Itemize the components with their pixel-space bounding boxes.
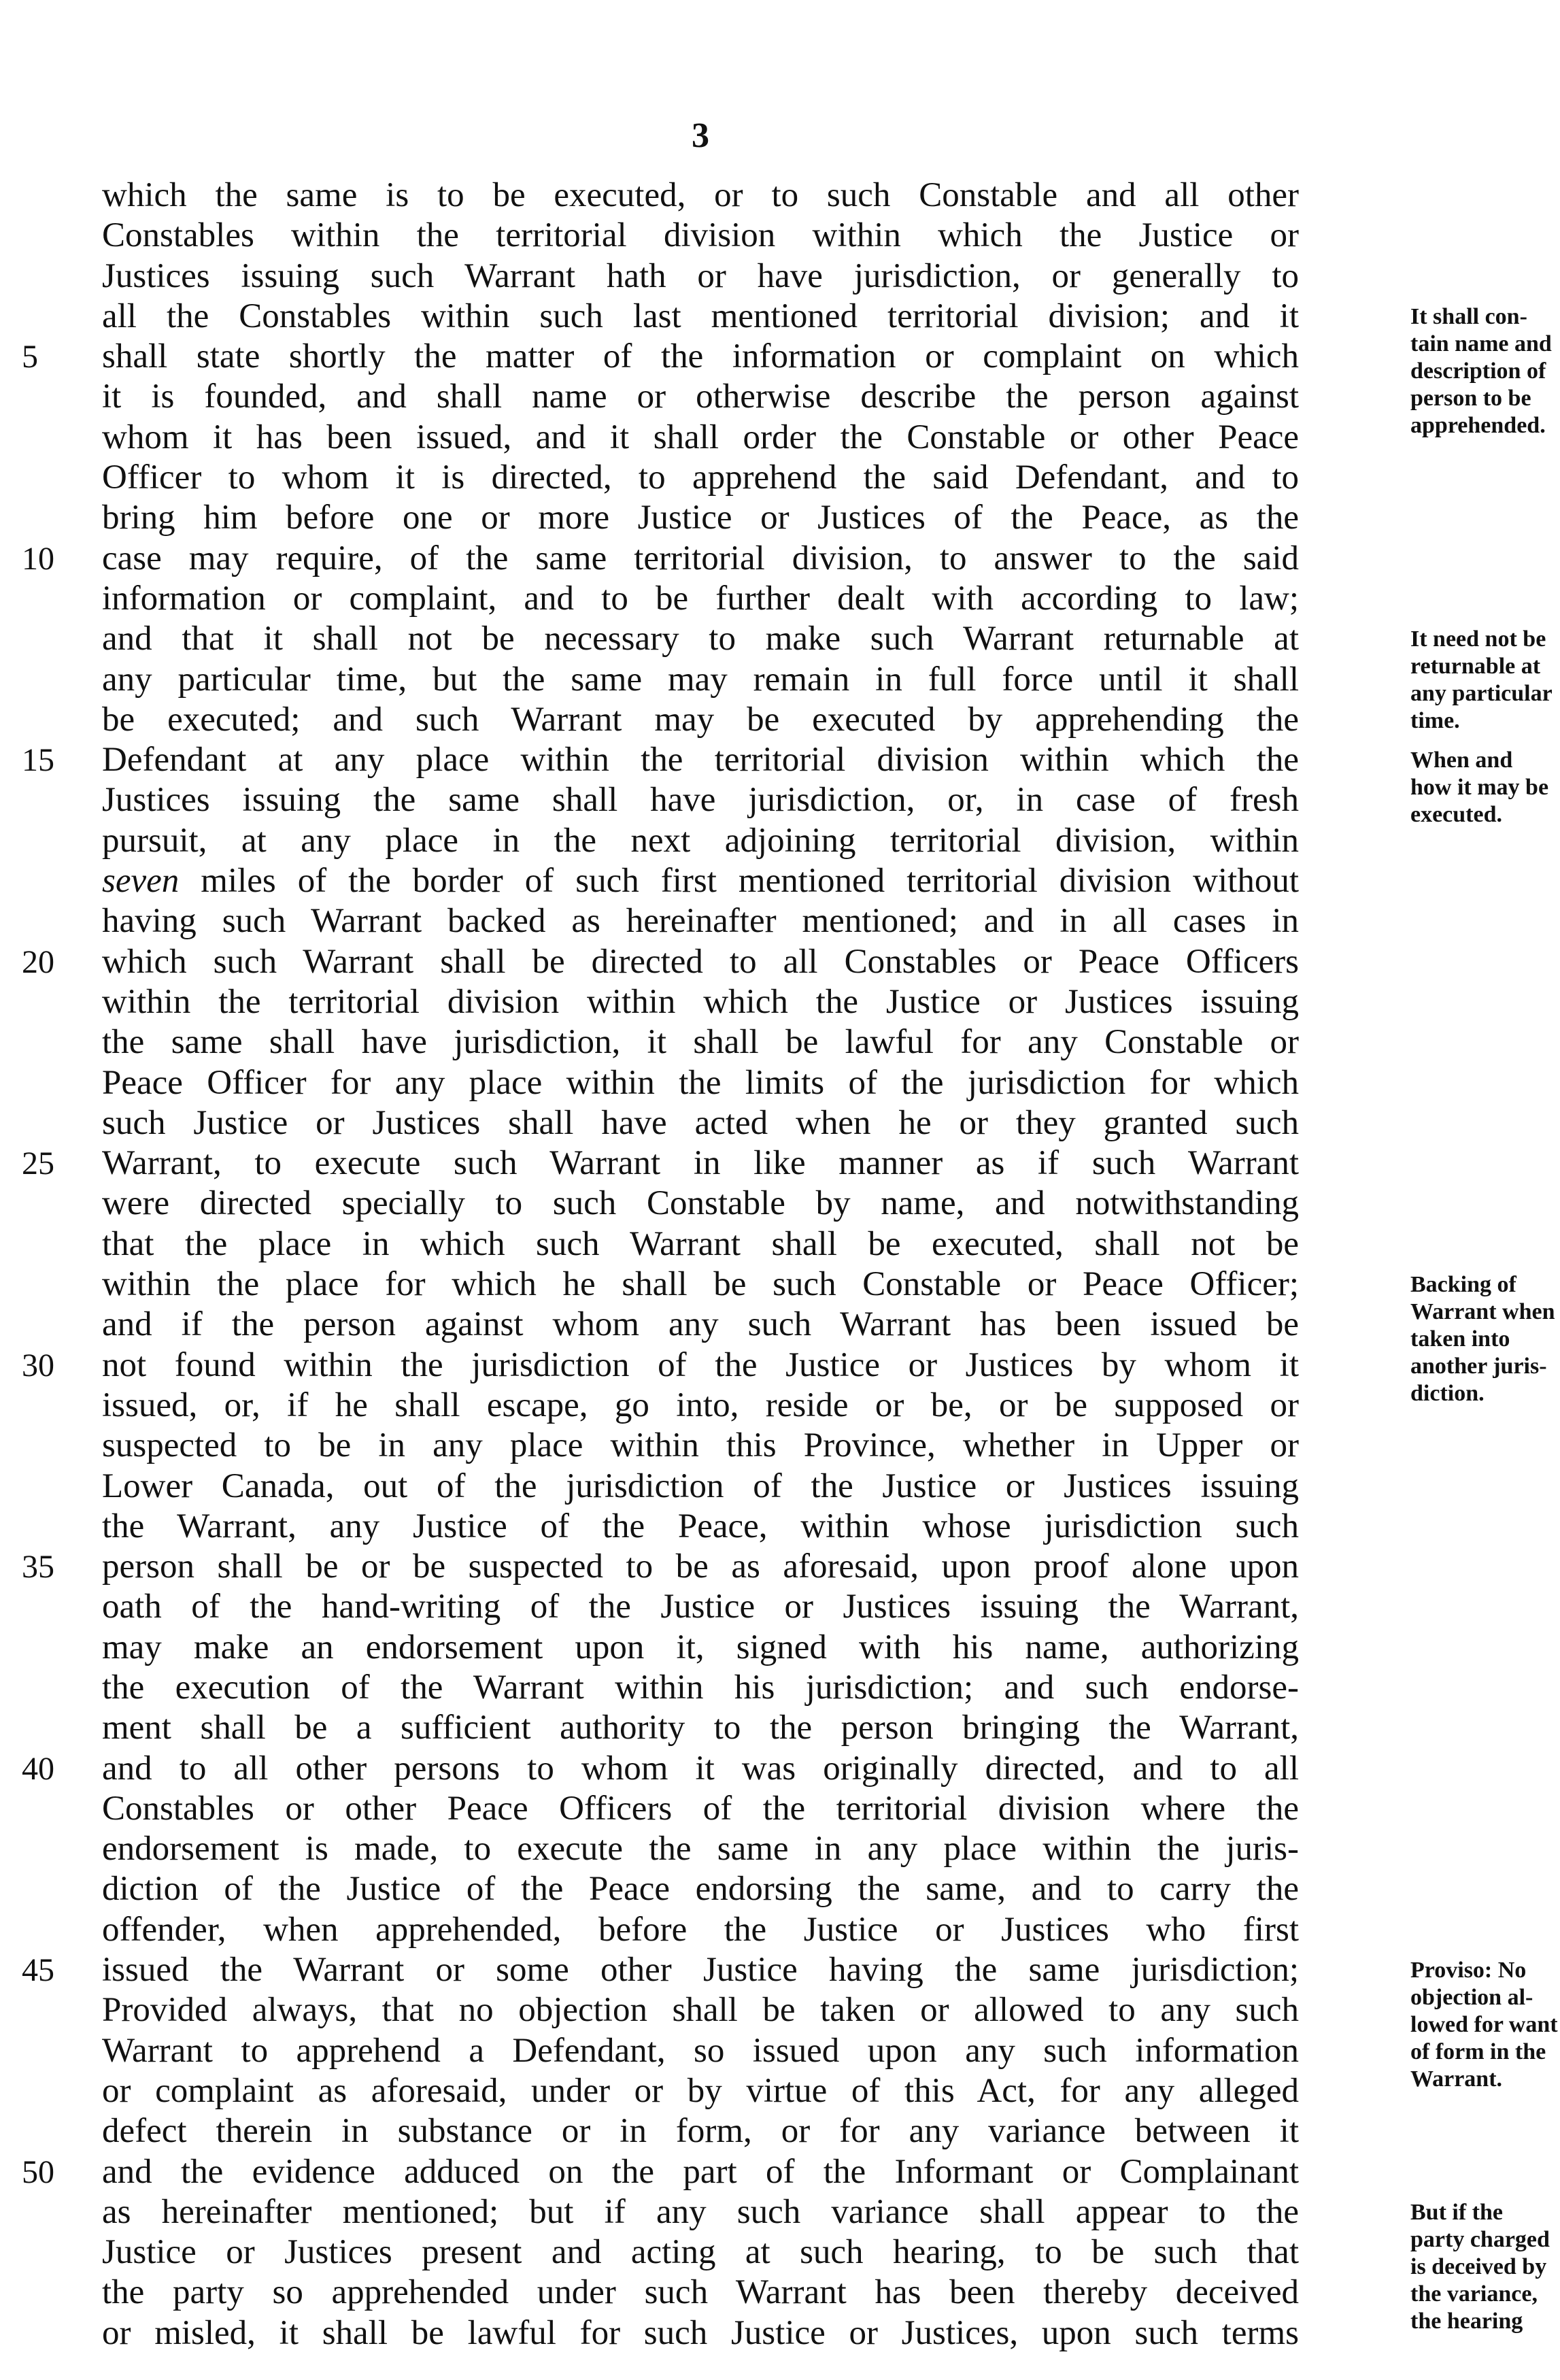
text-line [102, 1869, 1299, 1909]
line-text: having such Warrant backed as hereinafter mentioned; and in all cases in [102, 902, 1299, 941]
line-text: Constables within the territorial division within which the Justice or [102, 216, 1299, 255]
line-text: issued the Warrant or some other Justice having the same jurisdiction; [102, 1951, 1299, 1990]
line-text: oath of the hand-writing of the Justice or Justices issuing the Warrant, [102, 1588, 1299, 1626]
margin-note-line: returnable at [1410, 654, 1541, 680]
line-text: within the place for which he shall be such Constable or Peace Officer; [102, 1265, 1299, 1304]
text-line [22, 942, 1299, 982]
line-text: Defendant at any place within the territorial division within which the [102, 741, 1299, 780]
line-text: and that it shall not be necessary to make such Warrant returnable at [102, 620, 1299, 658]
text-line [102, 175, 1299, 216]
line-text: or complaint as aforesaid, under or by virtue of this Act, for any alleged [102, 2071, 1299, 2110]
text-line [102, 2273, 1299, 2313]
text-line [102, 2111, 1299, 2151]
text-line [102, 1708, 1299, 1748]
text-line [102, 1022, 1299, 1062]
margin-note [1410, 1271, 1560, 1407]
text-line [102, 418, 1299, 458]
line-number: 20 [22, 943, 54, 980]
line-number: 30 [22, 1347, 54, 1384]
line-text: bring him before one or more Justice or Justices of the Peace, as the [102, 499, 1299, 537]
margin-note-line: objection al- [1410, 1985, 1533, 2011]
margin-note-line: executed. [1410, 802, 1503, 828]
line-text: case may require, of the same territorial division, to answer to the said [102, 539, 1299, 577]
text-line [102, 1990, 1299, 2030]
margin-note-line: Backing of [1410, 1272, 1516, 1298]
margin-note [1410, 303, 1560, 439]
page-number: 3 [692, 116, 709, 155]
line-number: 50 [22, 2153, 54, 2190]
line-number: 45 [22, 1952, 54, 1989]
line-text: suspected to be in any place within this Province, whether in Upper or [102, 1426, 1299, 1465]
line-number: 35 [22, 1549, 54, 1586]
line-text: not found within the jurisdiction of the Justice or Justices by whom it [102, 1345, 1299, 1384]
line-text: the party so apprehended under such Warrant has been thereby deceived [102, 2273, 1299, 2312]
text-line [102, 1587, 1299, 1627]
text-line [102, 377, 1299, 417]
text-line [22, 1547, 1299, 1587]
line-number: 5 [22, 339, 38, 375]
line-text: whom it has been issued, and it shall order the Constable or other Peace [102, 418, 1299, 456]
text-line [102, 861, 1299, 901]
text-line [102, 579, 1299, 619]
line-text: shall state shortly the matter of the information or complaint on which [102, 337, 1299, 376]
line-text: defect therein in substance or in form, or for any variance between it [102, 2112, 1299, 2151]
margin-note-line: the hearing [1410, 2309, 1523, 2334]
line-text: Provided always, that no objection shall be taken or allowed to any such [102, 1991, 1299, 2030]
margin-note-line: Warrant. [1410, 2066, 1503, 2092]
text-line [22, 1950, 1299, 1990]
margin-note-line: taken into [1410, 1326, 1510, 1352]
text-line [102, 1264, 1299, 1305]
line-text: Justice or Justices present and acting at such hearing, to be such that [102, 2233, 1299, 2272]
text-line [102, 1184, 1299, 1224]
line-number: 10 [22, 540, 54, 577]
margin-note-line: But if the [1410, 2200, 1503, 2225]
line-text: and to all other persons to whom it was originally directed, and to all [102, 1749, 1299, 1788]
text-line [102, 1103, 1299, 1143]
line-text: all the Constables within such last mentioned territorial division; and it [102, 297, 1299, 335]
text-line [102, 1507, 1299, 1547]
line-text: the execution of the Warrant within his jurisdiction; and such endorse- [102, 1668, 1299, 1707]
text-line [102, 2232, 1299, 2273]
margin-note [1410, 747, 1560, 828]
margin-note-line: party charged [1410, 2227, 1550, 2252]
text-line [102, 1466, 1299, 1507]
text-line [102, 1668, 1299, 1708]
line-text: that the place in which such Warrant shall be executed, shall not be [102, 1224, 1299, 1263]
text-line [102, 700, 1299, 740]
line-text: diction of the Justice of the Peace endorsing the same, and to carry the [102, 1870, 1299, 1909]
text-line [102, 1910, 1299, 1950]
italic-word: seven [102, 862, 201, 901]
line-text: such Justice or Justices shall have acted when he or they granted such [102, 1103, 1299, 1142]
margin-note-line: Warrant when [1410, 1299, 1555, 1325]
line-text: and the evidence adduced on the part of the Informant or Complainant [102, 2152, 1299, 2191]
text-line [102, 1224, 1299, 1264]
statute-body-text [22, 175, 1558, 2353]
line-text: Peace Officer for any place within the limits of the jurisdiction for which [102, 1063, 1299, 1102]
margin-note [1410, 1957, 1560, 2093]
line-text: be executed; and such Warrant may be executed by apprehending the [102, 700, 1299, 739]
line-text: Justices issuing such Warrant hath or have jurisdiction, or generally to [102, 256, 1299, 295]
line-text: Warrant, to execute such Warrant in like manner as if such Warrant [102, 1144, 1299, 1183]
text-line [22, 539, 1299, 579]
text-line [102, 216, 1299, 256]
line-text: pursuit, at any place in the next adjoining territorial division, within [102, 821, 1299, 860]
margin-note-line: lowed for want [1410, 2012, 1558, 2038]
text-line [102, 1426, 1299, 1466]
text-line [102, 1829, 1299, 1869]
text-line [102, 1386, 1299, 1426]
margin-note-line: It shall con- [1410, 303, 1527, 329]
text-line [102, 1789, 1299, 1829]
line-text: Lower Canada, out of the jurisdiction of the Justice or Justices issuing [102, 1466, 1299, 1505]
margin-note-line: When and [1410, 748, 1513, 773]
margin-note [1410, 2199, 1560, 2335]
line-text: offender, when apprehended, before the Justice or Justices who first [102, 1910, 1299, 1949]
text-line [22, 1143, 1299, 1184]
margin-note [1410, 626, 1560, 735]
margin-note-line: time. [1410, 708, 1460, 734]
text-line [102, 619, 1299, 659]
margin-note-line: another juris- [1410, 1354, 1547, 1379]
line-text: were directed specially to such Constable by name, and notwithstanding [102, 1184, 1299, 1223]
line-text: may make an endorsement upon it, signed with his name, authorizing [102, 1628, 1299, 1666]
text-line [102, 821, 1299, 861]
text-line [102, 297, 1299, 337]
text-line [102, 458, 1299, 498]
text-line [22, 2152, 1299, 2192]
line-text: endorsement is made, to execute the same in any place within the juris- [102, 1830, 1299, 1868]
line-text: Constables or other Peace Officers of the territorial division where the [102, 1789, 1299, 1828]
line-text: seven miles of the border of such first mentioned territorial division without [102, 862, 1299, 901]
line-text: which the same is to be executed, or to such Constable and all other [102, 176, 1299, 214]
margin-note-line: any particular [1410, 681, 1553, 707]
text-line [102, 1063, 1299, 1103]
line-text: and if the person against whom any such Warrant has been issued be [102, 1305, 1299, 1344]
line-text: any particular time, but the same may remain in full force until it shall [102, 660, 1299, 699]
line-text: it is founded, and shall name or otherwise describe the person against [102, 378, 1299, 416]
margin-note-line: description of [1410, 358, 1546, 384]
margin-note-line: person to be [1410, 385, 1531, 411]
text-line [22, 1345, 1299, 1386]
margin-note-line: Proviso: No [1410, 1958, 1527, 1983]
line-number: 15 [22, 742, 54, 779]
margin-note-line: of form in the [1410, 2039, 1546, 2065]
text-line [102, 2031, 1299, 2071]
text-line [102, 780, 1299, 820]
margin-note-line: the variance, [1410, 2281, 1538, 2307]
line-text: as hereinafter mentioned; but if any such variance shall appear to the [102, 2192, 1299, 2231]
line-text: the same shall have jurisdiction, it shall be lawful for any Constable or [102, 1023, 1299, 1062]
line-text: information or complaint, and to be further dealt with according to law; [102, 579, 1299, 618]
text-line [102, 256, 1299, 297]
margin-note-line: apprehended. [1410, 412, 1546, 438]
text-line [102, 982, 1299, 1022]
line-text: which such Warrant shall be directed to all Constables or Peace Officers [102, 942, 1299, 981]
text-line [102, 2192, 1299, 2232]
line-text: within the territorial division within which the Justice or Justices issuing [102, 982, 1299, 1021]
margin-note-line: how it may be [1410, 775, 1549, 801]
text-line [22, 337, 1299, 377]
text-line [22, 1749, 1299, 1789]
line-text: Officer to whom it is directed, to apprehend the said Defendant, and to [102, 458, 1299, 497]
line-text: person shall be or be suspected to be as aforesaid, upon proof alone upon [102, 1547, 1299, 1586]
margin-note-line: is deceived by [1410, 2254, 1547, 2279]
text-line [102, 498, 1299, 538]
line-number: 25 [22, 1145, 54, 1182]
text-line [102, 1628, 1299, 1668]
text-line [22, 740, 1299, 780]
text-line [102, 2071, 1299, 2111]
text-line [102, 660, 1299, 700]
line-text: the Warrant, any Justice of the Peace, within whose jurisdiction such [102, 1507, 1299, 1545]
line-text: or misled, it shall be lawful for such Justice or Justices, upon such terms [102, 2313, 1299, 2352]
line-text: Warrant to apprehend a Defendant, so issued upon any such information [102, 2031, 1299, 2070]
text-line [102, 1305, 1299, 1345]
line-text: issued, or, if he shall escape, go into, reside or be, or be supposed or [102, 1386, 1299, 1424]
text-line [102, 2313, 1299, 2353]
margin-note-line: It need not be [1410, 626, 1546, 652]
margin-note-line: tain name and [1410, 331, 1552, 356]
line-number: 40 [22, 1750, 54, 1787]
line-text: Justices issuing the same shall have jurisdiction, or, in case of fresh [102, 781, 1299, 820]
text-line [102, 901, 1299, 941]
margin-note-line: diction. [1410, 1381, 1485, 1407]
line-text: ment shall be a sufficient authority to the person bringing the Warrant, [102, 1709, 1299, 1747]
